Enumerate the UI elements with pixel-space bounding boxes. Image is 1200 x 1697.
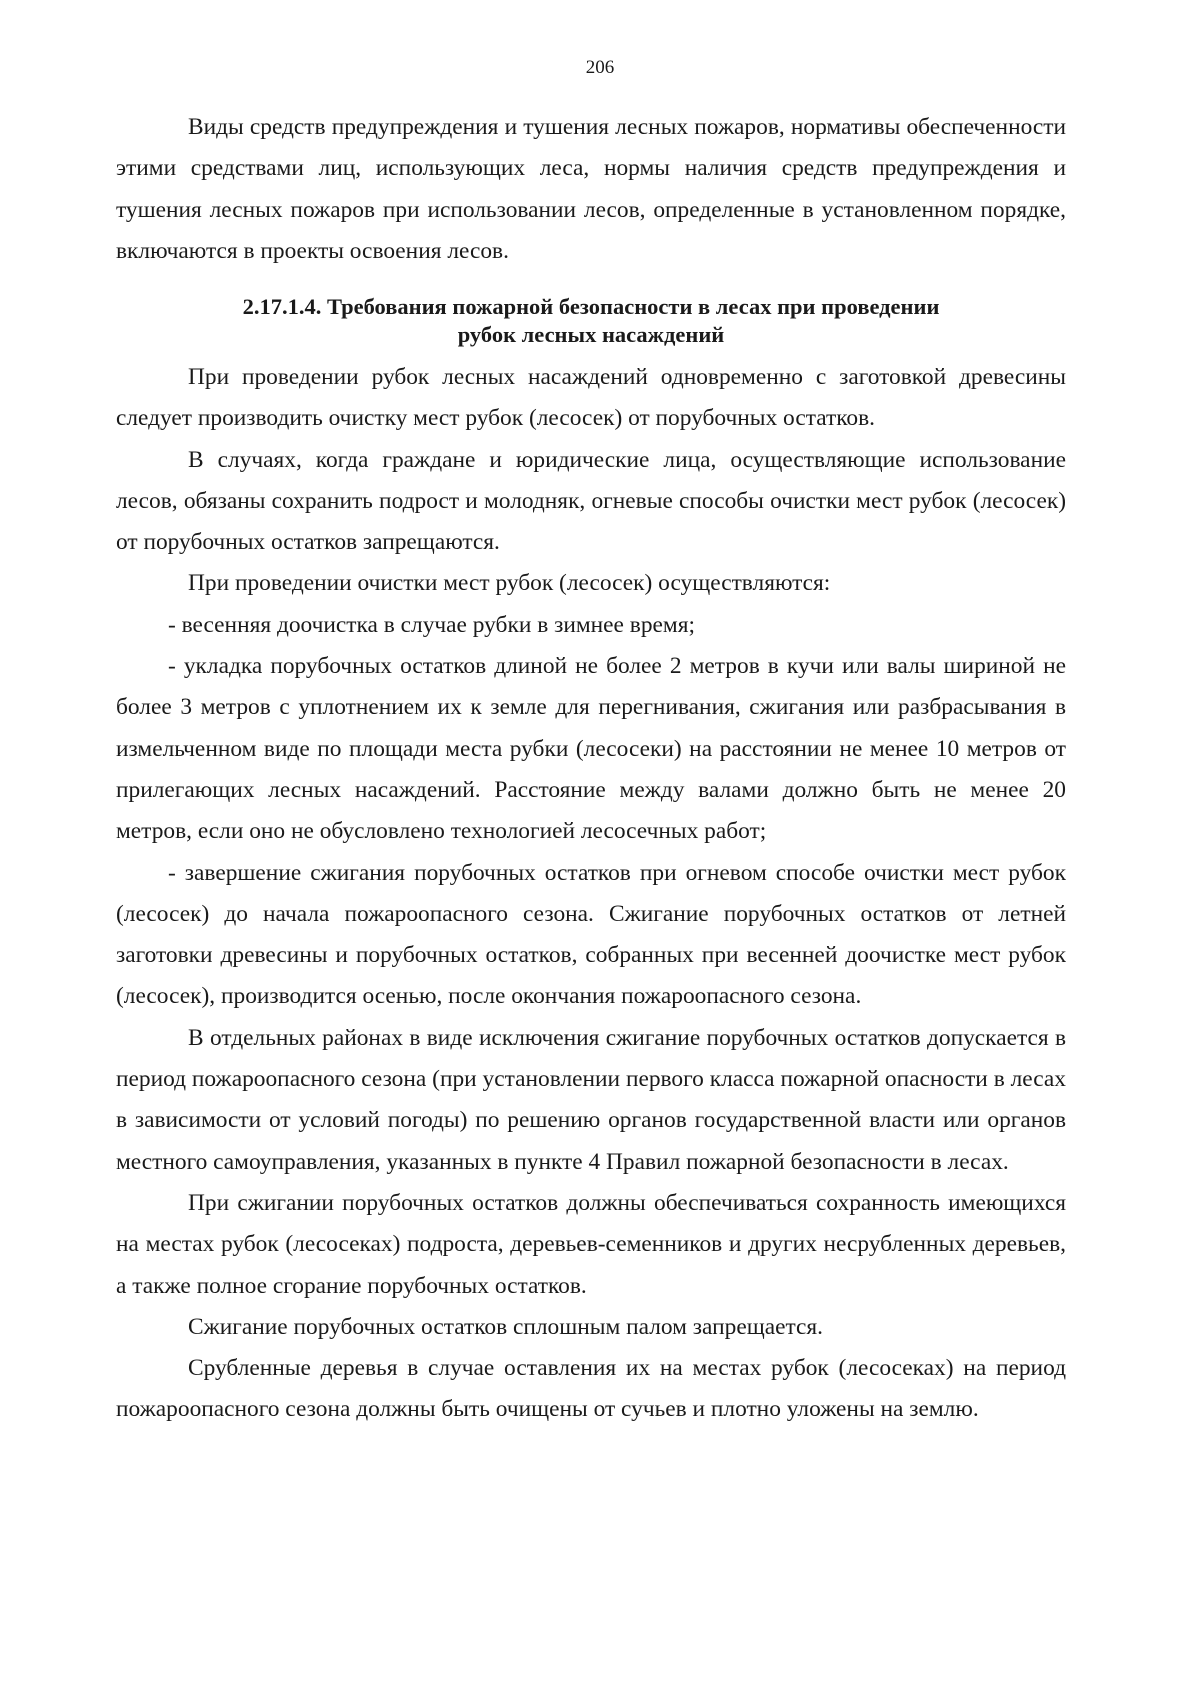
list-item: - укладка порубочных остатков длиной не более 2 метров в кучи или валы шириной не более 3 метров с уплотнением их к земле для перегнивания, сжигания или разбрасывания в измельченном виде по площади места рубки (лесосеки) на расстоянии не менее 10 метров от прилегающих лесных насаждений. Расстояние между валами должно быть не менее 20 метров, если оно не обусловлено технологией лесосечных работ; xyxy=(116,653,1066,845)
list-item: - завершение сжигания порубочных остатков при огневом способе очистки мест рубок (лесосек) до начала пожароопасного сезона. Сжигание порубочных остатков от летней заготовки древесины и порубочных остатков, собранных при весенней доочистке мест рубок (лесосек), производится осенью, после окончания пожароопасного сезона. xyxy=(116,859,1066,1010)
page-number: 206 xyxy=(585,57,615,78)
section-body xyxy=(116,357,1066,1431)
paragraph: В отдельных районах в виде исключения сжигание порубочных остатков допускается в период пожароопасного сезона (при установлении первого класса пожарной опасности в лесах в зависимости от условий погоды) по решению органов государственной власти или органов местного самоуправления, указанных в пункте 4 Правил пожарной безопасности в лесах. xyxy=(116,1024,1066,1175)
paragraph: При проведении рубок лесных насаждений одновременно с заготовкой древесины следует производить очистку мест рубок (лесосек) от порубочных остатков. xyxy=(116,364,1066,432)
section-heading-line-1: 2.17.1.4. Требования пожарной безопасности в лесах при проведении xyxy=(242,294,940,319)
paragraph: При сжигании порубочных остатков должны обеспечиваться сохранность имеющихся на местах рубок (лесосеках) подроста, деревьев-семенников и других несрубленных деревьев, а также полное сгорание порубочных остатков. xyxy=(116,1189,1066,1299)
intro-block xyxy=(116,107,1066,272)
list-item: - весенняя доочистка в случае рубки в зимнее время; xyxy=(168,611,695,638)
paragraph: При проведении очистки мест рубок (лесосек) осуществляются: xyxy=(188,570,831,597)
section-heading xyxy=(116,293,1066,349)
section-heading-line-2: рубок лесных насаждений xyxy=(457,322,725,347)
intro-paragraph: Виды средств предупреждения и тушения лесных пожаров, нормативы обеспеченности этими средствами лиц, использующих леса, нормы наличия средств предупреждения и тушения лесных пожаров при использовании лесов, определенные в установленном порядке, включаются в проекты освоения лесов. xyxy=(116,114,1066,264)
paragraph: В случаях, когда граждане и юридические лица, осуществляющие использование лесов, обязаны сохранить подрост и молодняк, огневые способы очистки мест рубок (лесосек) от порубочных остатков запрещаются. xyxy=(116,446,1066,556)
paragraph: Срубленные деревья в случае оставления их на местах рубок (лесосеках) на период пожароопасного сезона должны быть очищены от сучьев и плотно уложены на землю. xyxy=(116,1355,1066,1423)
paragraph: Сжигание порубочных остатков сплошным палом запрещается. xyxy=(188,1313,823,1340)
